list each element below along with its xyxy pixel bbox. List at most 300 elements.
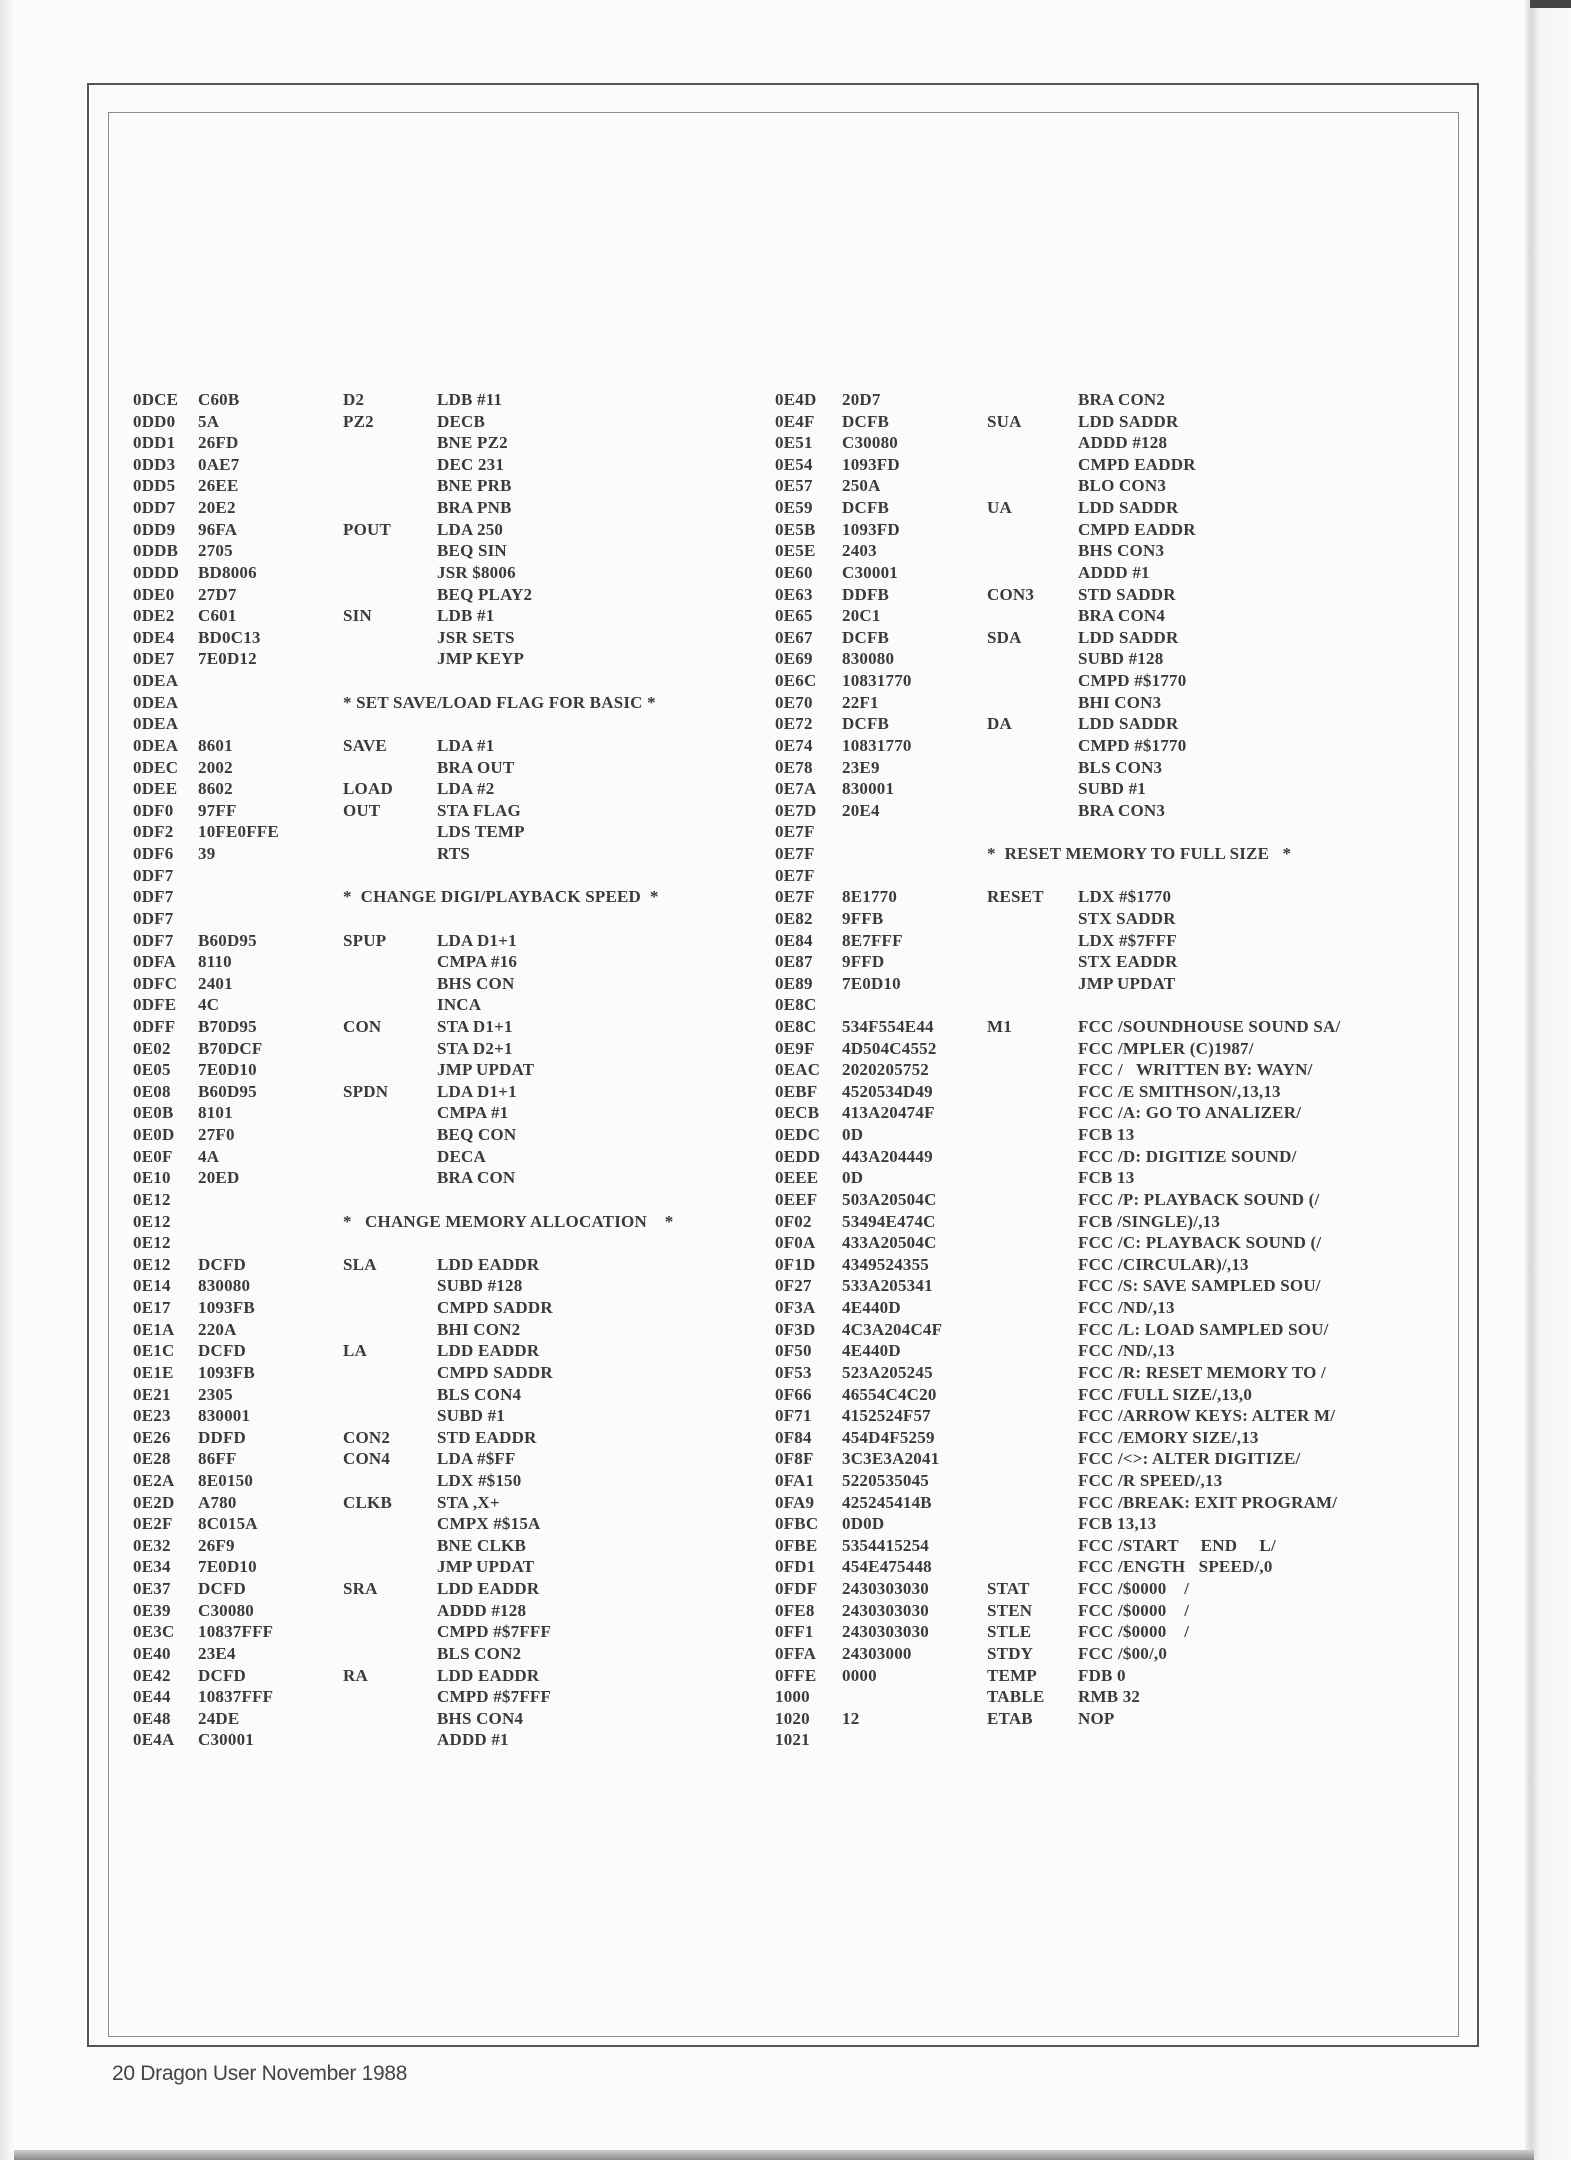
- instruction: CMPD SADDR: [437, 1362, 553, 1382]
- page-right-edge: [1525, 0, 1571, 2160]
- instruction: STD EADDR: [437, 1427, 537, 1447]
- section-comment: * RESET MEMORY TO FULL SIZE *: [987, 844, 1292, 864]
- instruction: FCC /ARROW KEYS: ALTER M/: [1078, 1406, 1336, 1426]
- address: 0DEA: [133, 671, 179, 691]
- machine-code: 8E1770: [842, 887, 898, 907]
- address: 0E0F: [133, 1146, 173, 1166]
- address: 0EBF: [775, 1081, 818, 1101]
- instruction: JMP UPDAT: [437, 1060, 535, 1080]
- instruction: BHS CON4: [437, 1708, 524, 1728]
- instruction: FCC /BREAK: EXIT PROGRAM/: [1078, 1492, 1338, 1512]
- label: POUT: [343, 519, 392, 539]
- instruction: FCC /$0000 /: [1078, 1600, 1190, 1620]
- machine-code: 86FF: [198, 1449, 237, 1469]
- machine-code: 4520534D49: [842, 1081, 933, 1101]
- instruction: LDX #$7FFF: [1078, 930, 1177, 950]
- instruction: LDB #1: [437, 606, 495, 626]
- address: 0FA1: [775, 1471, 815, 1490]
- address: 0E32: [133, 1535, 171, 1555]
- label: SPDN: [343, 1081, 389, 1101]
- instruction: BNE CLKB: [437, 1535, 526, 1555]
- machine-code: 20ED: [198, 1168, 240, 1188]
- label: SLA: [343, 1254, 377, 1274]
- address: 0E2A: [133, 1471, 175, 1490]
- address: 0E7F: [775, 887, 815, 907]
- label: D2: [343, 390, 365, 409]
- address: 0E12: [133, 1189, 171, 1209]
- address: 0DE0: [133, 584, 175, 604]
- instruction: FCB 13: [1078, 1168, 1135, 1188]
- label: PZ2: [343, 411, 374, 431]
- address: 0E7F: [775, 822, 815, 842]
- label: TABLE: [987, 1687, 1045, 1707]
- address: 0E1E: [133, 1362, 174, 1382]
- instruction: FCC /C: PLAYBACK SOUND (/: [1078, 1233, 1322, 1253]
- instruction: LDD EADDR: [437, 1341, 540, 1361]
- machine-code: 5354415254: [842, 1535, 929, 1555]
- address: 0DEC: [133, 757, 179, 777]
- machine-code: DCFD: [198, 1579, 247, 1599]
- instruction: ADDD #1: [437, 1730, 509, 1750]
- instruction: JMP UPDAT: [437, 1557, 535, 1577]
- instruction: FCC /$00/,0: [1078, 1643, 1168, 1663]
- address: 0DF7: [133, 887, 174, 907]
- instruction: FCC /D: DIGITIZE SOUND/: [1078, 1146, 1297, 1166]
- instruction: CMPD #$1770: [1078, 735, 1187, 755]
- machine-code: DCFD: [198, 1341, 247, 1361]
- instruction: FCC /A: GO TO ANALIZER/: [1078, 1103, 1302, 1123]
- instruction: BRA CON4: [1078, 606, 1166, 626]
- instruction: BNE PRB: [437, 476, 512, 496]
- address: 0E23: [133, 1406, 171, 1426]
- instruction: BEQ CON: [437, 1125, 517, 1145]
- address: 0FFA: [775, 1643, 817, 1663]
- machine-code: 0000: [842, 1665, 877, 1685]
- instruction: ADDD #128: [437, 1600, 527, 1620]
- address: 0E26: [133, 1427, 171, 1447]
- instruction: BEQ SIN: [437, 541, 507, 561]
- instruction: BHS CON: [437, 973, 515, 993]
- instruction: CMPD #$1770: [1078, 671, 1187, 691]
- address: 0E28: [133, 1449, 171, 1469]
- address: 0E3C: [133, 1622, 175, 1642]
- machine-code: 503A20504C: [842, 1189, 937, 1209]
- address: 0E72: [775, 714, 813, 734]
- machine-code: 10831770: [842, 671, 912, 691]
- label: SAVE: [343, 735, 387, 755]
- address: 0E5B: [775, 519, 816, 539]
- machine-code: DCFB: [842, 627, 890, 647]
- instruction: LDD SADDR: [1078, 498, 1179, 518]
- machine-code: 2430303030: [842, 1579, 929, 1599]
- label: OUT: [343, 800, 381, 820]
- machine-code: 4E440D: [842, 1341, 901, 1361]
- instruction: LDA 250: [437, 519, 504, 539]
- label: CON4: [343, 1449, 391, 1469]
- label: LA: [343, 1341, 368, 1361]
- address: 0EEE: [775, 1168, 819, 1188]
- machine-code: 523A205245: [842, 1362, 933, 1382]
- machine-code: 27F0: [198, 1125, 235, 1145]
- address: 0DD5: [133, 476, 176, 496]
- machine-code: B70DCF: [198, 1038, 263, 1058]
- machine-code: 830001: [198, 1406, 251, 1426]
- machine-code: 24DE: [198, 1708, 240, 1728]
- address: 0ECB: [775, 1103, 820, 1123]
- address: 0FFE: [775, 1665, 817, 1685]
- instruction: STD SADDR: [1078, 584, 1176, 604]
- machine-code: 2020205752: [842, 1060, 929, 1080]
- machine-code: 0D: [842, 1125, 864, 1145]
- label: SUA: [987, 411, 1022, 431]
- address: 0E69: [775, 649, 813, 669]
- label: STAT: [987, 1579, 1030, 1599]
- machine-code: 1093FB: [198, 1362, 255, 1382]
- machine-code: 20D7: [842, 390, 881, 409]
- instruction: LDA D1+1: [437, 930, 517, 950]
- machine-code: C30001: [842, 562, 898, 582]
- machine-code: 8602: [198, 779, 233, 799]
- machine-code: A780: [198, 1492, 237, 1512]
- address: 0DCE: [133, 390, 179, 409]
- address: 0DFF: [133, 1016, 176, 1036]
- machine-code: 8E7FFF: [842, 930, 903, 950]
- label: SRA: [343, 1579, 378, 1599]
- machine-code: 10FE0FFE: [198, 822, 279, 842]
- address: 0E44: [133, 1687, 171, 1707]
- machine-code: 23E4: [198, 1643, 236, 1663]
- machine-code: 4C: [198, 995, 220, 1015]
- address: 0E12: [133, 1254, 171, 1274]
- machine-code: 4152524F57: [842, 1406, 931, 1426]
- instruction: FCC /L: LOAD SAMPLED SOU/: [1078, 1319, 1329, 1339]
- address: 0FA9: [775, 1492, 815, 1512]
- address: 0DFA: [133, 952, 176, 972]
- address: 0E21: [133, 1384, 171, 1404]
- machine-code: 8E0150: [198, 1471, 254, 1490]
- instruction: FCC /R SPEED/,13: [1078, 1471, 1223, 1490]
- machine-code: 2705: [198, 541, 233, 561]
- instruction: LDD SADDR: [1078, 627, 1179, 647]
- address: 0FBE: [775, 1535, 818, 1555]
- address: 0DF2: [133, 822, 174, 842]
- label: STDY: [987, 1643, 1034, 1663]
- instruction: LDX #$1770: [1078, 887, 1172, 907]
- instruction: LDA #1: [437, 735, 495, 755]
- instruction: FCC / WRITTEN BY: WAYN/: [1078, 1060, 1313, 1080]
- instruction: JMP UPDAT: [1078, 973, 1176, 993]
- machine-code: C60B: [198, 390, 240, 409]
- machine-code: 443A204449: [842, 1146, 933, 1166]
- page-left-shadow: [0, 0, 14, 2160]
- instruction: CMPA #1: [437, 1103, 509, 1123]
- machine-code: 26FD: [198, 433, 239, 453]
- instruction: CMPA #16: [437, 952, 518, 972]
- address: 0F71: [775, 1406, 812, 1426]
- machine-code: 23E9: [842, 757, 880, 777]
- instruction: BHS CON3: [1078, 541, 1165, 561]
- address: 0E08: [133, 1081, 171, 1101]
- instruction: FCB 13,13: [1078, 1514, 1157, 1534]
- machine-code: 1093FD: [842, 519, 900, 539]
- instruction: FCC /FULL SIZE/,13,0: [1078, 1384, 1253, 1404]
- machine-code: 20E4: [842, 800, 880, 820]
- label: LOAD: [343, 779, 393, 799]
- instruction: INCA: [437, 995, 482, 1015]
- address: 0E10: [133, 1168, 171, 1188]
- machine-code: 26EE: [198, 476, 239, 496]
- machine-code: 454E475448: [842, 1557, 932, 1577]
- instruction: FCC /S: SAVE SAMPLED SOU/: [1078, 1276, 1321, 1296]
- machine-code: C601: [198, 606, 237, 626]
- machine-code: 10837FFF: [198, 1687, 274, 1707]
- address: 0E2F: [133, 1514, 173, 1534]
- address: 0E74: [775, 735, 813, 755]
- machine-code: 0AE7: [198, 454, 240, 474]
- address: 0DD3: [133, 454, 176, 474]
- instruction: FCC /MPLER (C)1987/: [1078, 1038, 1254, 1058]
- address: 0E6C: [775, 671, 817, 691]
- address: 0E05: [133, 1060, 171, 1080]
- address: 0E57: [775, 476, 813, 496]
- machine-code: DDFB: [842, 584, 890, 604]
- machine-code: BD8006: [198, 562, 257, 582]
- address: 0DEA: [133, 692, 179, 712]
- address: 0E4F: [775, 411, 815, 431]
- address: 0DE4: [133, 627, 175, 647]
- address: 0DD1: [133, 433, 176, 453]
- address: 0E54: [775, 454, 813, 474]
- instruction: CMPD EADDR: [1078, 454, 1196, 474]
- instruction: FCB 13: [1078, 1125, 1135, 1145]
- machine-code: 534F554E44: [842, 1016, 934, 1036]
- machine-code: DCFB: [842, 498, 890, 518]
- instruction: BLS CON4: [437, 1384, 522, 1404]
- address: 0EAC: [775, 1060, 821, 1080]
- address: 0F3A: [775, 1298, 816, 1318]
- label: RESET: [987, 887, 1044, 907]
- machine-code: 10831770: [842, 735, 912, 755]
- address: 0E0D: [133, 1125, 175, 1145]
- instruction: BHI CON2: [437, 1319, 521, 1339]
- address: 0E14: [133, 1276, 171, 1296]
- machine-code: DCFD: [198, 1254, 247, 1274]
- address: 0E51: [775, 433, 813, 453]
- address: 0E9F: [775, 1038, 815, 1058]
- machine-code: 12: [842, 1708, 860, 1728]
- machine-code: 7E0D12: [198, 649, 257, 669]
- label: CLKB: [343, 1492, 392, 1512]
- address: 0FE8: [775, 1600, 815, 1620]
- address: 0DF0: [133, 800, 174, 820]
- instruction: BRA OUT: [437, 757, 515, 777]
- address: 0E8C: [775, 995, 817, 1015]
- address: 0F53: [775, 1362, 812, 1382]
- address: 0DF7: [133, 908, 174, 928]
- machine-code: 5220535045: [842, 1471, 929, 1490]
- address: 1000: [775, 1687, 810, 1707]
- instruction: LDD SADDR: [1078, 714, 1179, 734]
- address: 0F02: [775, 1211, 812, 1231]
- machine-code: 0D: [842, 1168, 864, 1188]
- machine-code: 8110: [198, 952, 232, 972]
- machine-code: 7E0D10: [198, 1060, 257, 1080]
- machine-code: 2430303030: [842, 1600, 929, 1620]
- machine-code: 454D4F5259: [842, 1427, 935, 1447]
- address: 0FBC: [775, 1514, 819, 1534]
- label: SPUP: [343, 930, 387, 950]
- instruction: FCC /EMORY SIZE/,13: [1078, 1427, 1259, 1447]
- machine-code: 533A205341: [842, 1276, 933, 1296]
- label: CON: [343, 1016, 382, 1036]
- instruction: FCC /SOUNDHOUSE SOUND SA/: [1078, 1016, 1341, 1036]
- instruction: FCC /ND/,13: [1078, 1341, 1175, 1361]
- address: 0E48: [133, 1708, 171, 1728]
- page-right-edge-dark: [1530, 0, 1571, 8]
- instruction: ADDD #128: [1078, 433, 1168, 453]
- machine-code: 27D7: [198, 584, 237, 604]
- machine-code: 250A: [842, 476, 881, 496]
- machine-code: 5A: [198, 411, 220, 431]
- machine-code: DCFB: [842, 714, 890, 734]
- instruction: CMPD SADDR: [437, 1298, 553, 1318]
- machine-code: 97FF: [198, 800, 237, 820]
- machine-code: 425245414B: [842, 1492, 932, 1512]
- label: CON2: [343, 1427, 391, 1447]
- instruction: BRA PNB: [437, 498, 512, 518]
- machine-code: B70D95: [198, 1016, 257, 1036]
- machine-code: DDFD: [198, 1427, 247, 1447]
- instruction: STA FLAG: [437, 800, 521, 820]
- instruction: STX EADDR: [1078, 952, 1178, 972]
- label: SIN: [343, 606, 372, 626]
- address: 1020: [775, 1708, 810, 1728]
- instruction: SUBD #128: [1078, 649, 1164, 669]
- instruction: FDB 0: [1078, 1665, 1126, 1685]
- machine-code: 20E2: [198, 498, 236, 518]
- address: 0E59: [775, 498, 813, 518]
- instruction: FCC /CIRCULAR)/,13: [1078, 1254, 1249, 1274]
- address: 0DEA: [133, 735, 179, 755]
- machine-code: 4A: [198, 1146, 220, 1166]
- address: 0E65: [775, 606, 813, 626]
- instruction: LDB #11: [437, 390, 503, 409]
- machine-code: BD0C13: [198, 627, 261, 647]
- instruction: STA ,X+: [437, 1492, 500, 1512]
- address: 0E37: [133, 1579, 171, 1599]
- instruction: BLS CON3: [1078, 757, 1163, 777]
- machine-code: 1093FB: [198, 1298, 255, 1318]
- address: 0DE7: [133, 649, 175, 669]
- machine-code: 4349524355: [842, 1254, 929, 1274]
- instruction: LDD EADDR: [437, 1665, 540, 1685]
- instruction: LDX #$150: [437, 1471, 522, 1490]
- address: 0E67: [775, 627, 813, 647]
- label: UA: [987, 498, 1012, 518]
- machine-code: 24303000: [842, 1643, 912, 1663]
- address: 0E70: [775, 692, 813, 712]
- address: 0E1A: [133, 1319, 175, 1339]
- instruction: BEQ PLAY2: [437, 584, 533, 604]
- page-footer: 20 Dragon User November 1988: [112, 2062, 408, 2085]
- machine-code: DCFD: [198, 1665, 247, 1685]
- instruction: SUBD #128: [437, 1276, 523, 1296]
- address: 0FD1: [775, 1557, 816, 1577]
- address: 0E84: [775, 930, 813, 950]
- instruction: CMPD #$7FFF: [437, 1687, 552, 1707]
- label: DA: [987, 714, 1012, 734]
- address: 0DDB: [133, 541, 179, 561]
- instruction: BLO CON3: [1078, 476, 1167, 496]
- machine-code: 830080: [198, 1276, 251, 1296]
- machine-code: 4D504C4552: [842, 1038, 937, 1058]
- instruction: FCC /R: RESET MEMORY TO /: [1078, 1362, 1326, 1382]
- machine-code: 22F1: [842, 692, 879, 712]
- instruction: FCC /P: PLAYBACK SOUND (/: [1078, 1189, 1320, 1209]
- address: 0E8C: [775, 1016, 817, 1036]
- instruction: FCC /E SMITHSON/,13,13: [1078, 1081, 1281, 1101]
- instruction: DEC 231: [437, 454, 505, 474]
- address: 0F3D: [775, 1319, 816, 1339]
- machine-code: 2430303030: [842, 1622, 929, 1642]
- instruction: NOP: [1078, 1708, 1115, 1728]
- address: 0E42: [133, 1665, 171, 1685]
- instruction: STA D2+1: [437, 1038, 513, 1058]
- instruction: JMP KEYP: [437, 649, 525, 669]
- address: 0E0B: [133, 1103, 174, 1123]
- machine-code: 9FFB: [842, 908, 884, 928]
- address: 0E82: [775, 908, 813, 928]
- instruction: LDD EADDR: [437, 1579, 540, 1599]
- machine-code: 0D0D: [842, 1514, 885, 1534]
- address: 0DE2: [133, 606, 175, 626]
- machine-code: 9FFD: [842, 952, 885, 972]
- instruction: DECB: [437, 411, 486, 431]
- machine-code: B60D95: [198, 930, 257, 950]
- instruction: FCC /<>: ALTER DIGITIZE/: [1078, 1449, 1301, 1469]
- machine-code: 26F9: [198, 1535, 235, 1555]
- address: 0E17: [133, 1298, 171, 1318]
- instruction: CMPX #$15A: [437, 1514, 541, 1534]
- address: 0F1D: [775, 1254, 816, 1274]
- machine-code: 7E0D10: [842, 973, 901, 993]
- address: 0F50: [775, 1341, 812, 1361]
- instruction: JSR SETS: [437, 627, 515, 647]
- machine-code: 8C015A: [198, 1514, 258, 1534]
- address: 0F84: [775, 1427, 812, 1447]
- instruction: CMPD EADDR: [1078, 519, 1196, 539]
- machine-code: 1093FD: [842, 454, 900, 474]
- address: 0DEE: [133, 779, 178, 799]
- instruction: STA D1+1: [437, 1016, 513, 1036]
- label: CON3: [987, 584, 1035, 604]
- address: 0DD9: [133, 519, 176, 539]
- machine-code: 46554C4C20: [842, 1384, 937, 1404]
- address: 0DFC: [133, 973, 178, 993]
- machine-code: 4E440D: [842, 1298, 901, 1318]
- address: 0DFE: [133, 995, 177, 1015]
- label: RA: [343, 1665, 368, 1685]
- address: 0E1C: [133, 1341, 175, 1361]
- machine-code: 7E0D10: [198, 1557, 257, 1577]
- machine-code: 4C3A204C4F: [842, 1319, 943, 1339]
- label: STEN: [987, 1600, 1033, 1620]
- instruction: FCC /ND/,13: [1078, 1298, 1175, 1318]
- address: 0F66: [775, 1384, 812, 1404]
- address: 0DD7: [133, 498, 176, 518]
- instruction: FCB /SINGLE)/,13: [1078, 1211, 1221, 1231]
- address: 0E12: [133, 1233, 171, 1253]
